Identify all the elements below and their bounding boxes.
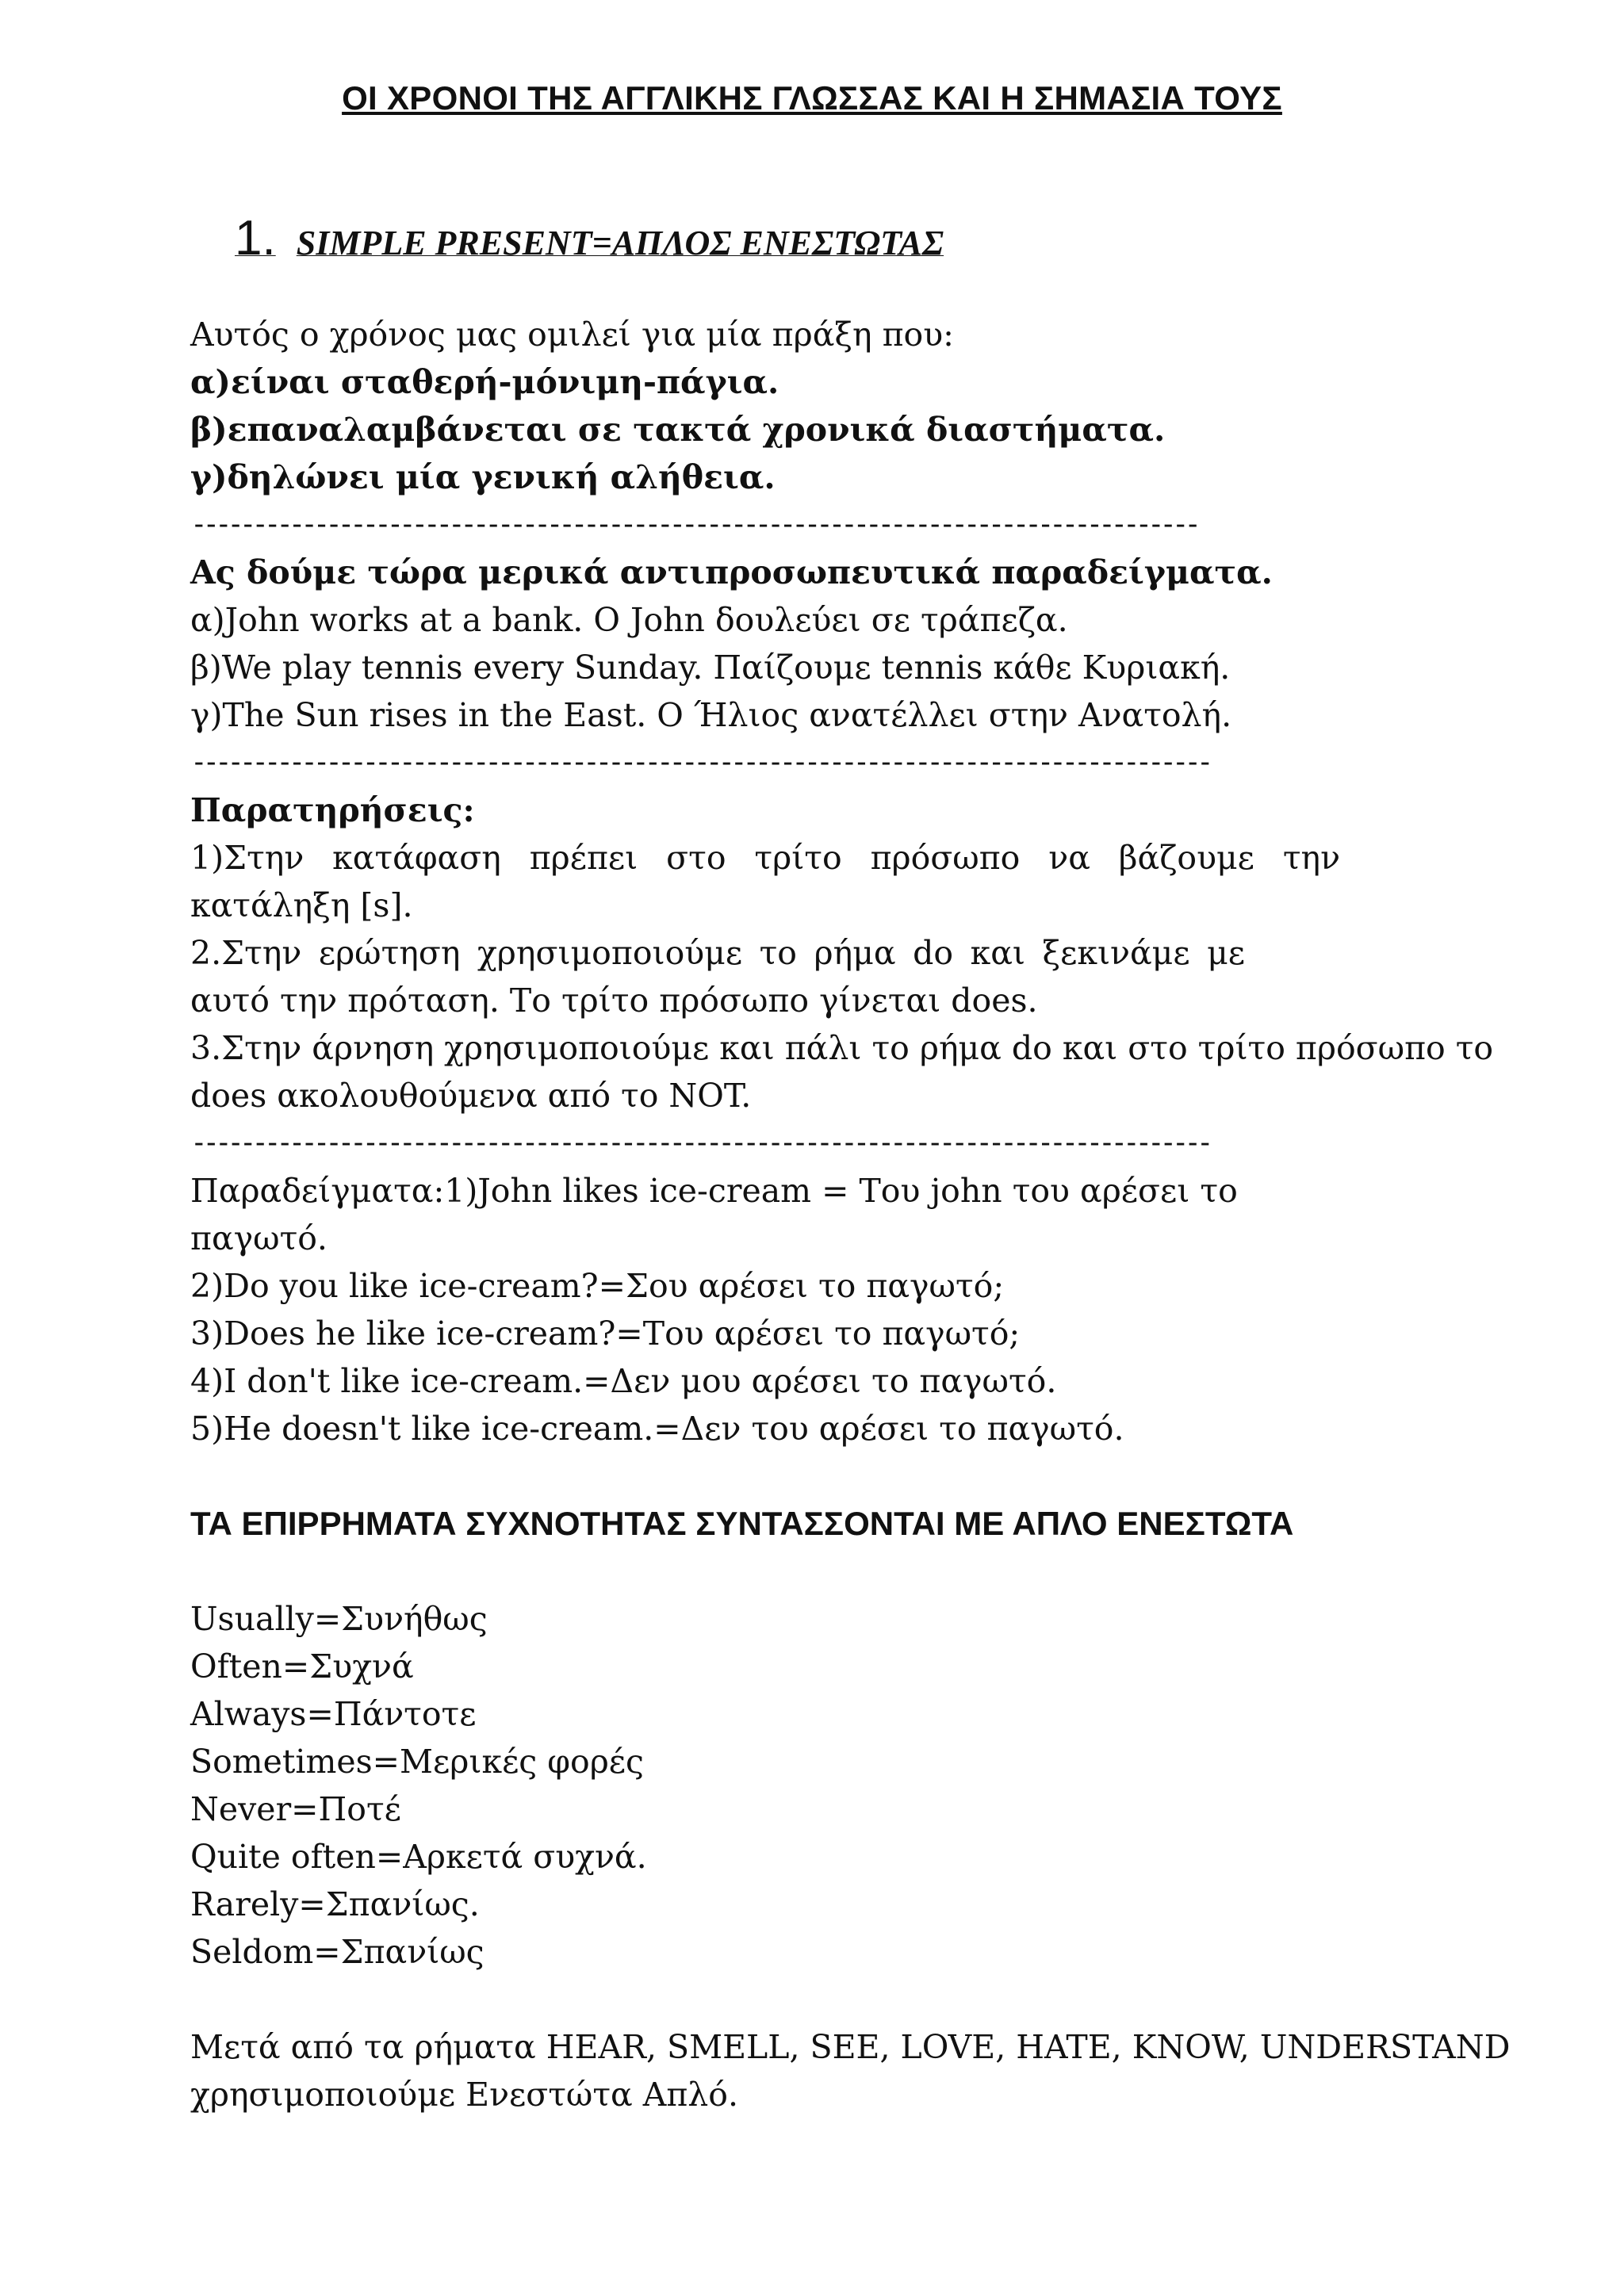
adverb-item: Always=Πάντοτε (190, 1695, 477, 1733)
sample-line-3: 3)Does he like ice-cream?=Του αρέσει το παγωτό; (190, 1314, 1021, 1353)
verbs-note-line-1: Μετά από τα ρήματα HEAR, SMELL, SEE, LOVE, HATE, KNOW, UNDERSTAND (190, 2028, 1511, 2066)
section-heading-simple-present (190, 210, 944, 266)
adverb-item: Sometimes=Μερικές φορές (190, 1743, 644, 1781)
example-item-b: β)We play tennis every Sunday. Παίζουμε tennis κάθε Κυριακή. (190, 649, 1231, 687)
adverbs-heading: ΤΑ ΕΠΙΡΡΗΜΑΤΑ ΣΥΧΝΟΤΗΤΑΣ ΣΥΝΤΑΣΣΟΝΤΑΙ ΜΕ ΑΠΛΟ ΕΝΕΣΤΩΤΑ (190, 1505, 1294, 1542)
sample-line-2: 2)Do you like ice-cream?=Σου αρέσει το παγωτό; (190, 1267, 1005, 1305)
intro-point-a: α)είναι σταθερή-μόνιμη-πάγια. (190, 363, 779, 401)
sample-line-4: 4)I don't like ice-cream.=Δεν μου αρέσει το παγωτό. (190, 1362, 1057, 1400)
adverb-item: Often=Συχνά (190, 1647, 414, 1686)
spacer (190, 1548, 1507, 1595)
observation-3-line-2: does ακολουθούμενα από το NOT. (190, 1077, 752, 1115)
sample-line-1-continued: παγωτό. (190, 1219, 327, 1257)
adverb-item: Usually=Συνήθως (190, 1600, 488, 1638)
example-item-a: α)John works at a bank. O John δουλεύει σε τράπεζα. (190, 601, 1068, 639)
section-heading-text: SIMPLE PRESENT=ΑΠΛΟΣ ΕΝΕΣΤΩΤΑΣ (296, 224, 944, 262)
separator-line: ---------------------------------------------------------------------------------- (190, 508, 1197, 541)
document-title: ΟΙ ΧΡΟΝΟΙ ΤΗΣ ΑΓΓΛΙΚΗΣ ΓΛΩΣΣΑΣ ΚΑΙ Η ΣΗΜΑΣΙΑ ΤΟΥΣ (342, 79, 1282, 117)
observation-2-line-1: 2.Στην ερώτηση χρησιμοποιούμε το ρήμα do και ξεκινάμε με (190, 934, 1245, 972)
adverb-item: Quite often=Αρκετά συχνά. (190, 1838, 647, 1876)
document-body (190, 311, 1511, 2118)
adverb-item: Seldom=Σπανίως (190, 1933, 485, 1971)
intro-lead: Αυτός ο χρόνος μας ομιλεί για μία πράξη που: (190, 316, 954, 354)
spacer (190, 1452, 1507, 1500)
section-number: 1. (235, 211, 276, 266)
spacer (190, 1976, 1507, 2023)
observation-1-line-2: κατάληξη [s]. (190, 886, 413, 924)
observations-heading: Παρατηρήσεις: (190, 791, 475, 829)
observation-2-line-2: αυτό την πρόταση. Το τρίτο πρόσωπο γίνεται does. (190, 982, 1038, 1020)
sample-line-1: Παραδείγματα:1)John likes ice-cream = Του john του αρέσει το (190, 1172, 1238, 1210)
adverb-item: Rarely=Σπανίως. (190, 1885, 480, 1923)
intro-point-b: β)επαναλαμβάνεται σε τακτά χρονικά διαστήματα. (190, 411, 1166, 449)
sample-line-5: 5)He doesn't like ice-cream.=Δεν του αρέσει το παγωτό. (190, 1410, 1124, 1448)
intro-point-c: γ)δηλώνει μία γενική αλήθεια. (190, 458, 776, 496)
verbs-note-line-2: χρησιμοποιούμε Ενεστώτα Απλό. (190, 2076, 738, 2114)
observation-3-line-1: 3.Στην άρνηση χρησιμοποιούμε και πάλι το ρήμα do και στο τρίτο πρόσωπο το (190, 1029, 1494, 1067)
separator-line: ----------------------------------------------------------------------------------- (190, 746, 1209, 779)
observation-1-line-1: 1)Στην κατάφαση πρέπει στο τρίτο πρόσωπο να βάζουμε την (190, 839, 1340, 877)
separator-line: ----------------------------------------------------------------------------------- (190, 1127, 1209, 1159)
adverb-item: Never=Ποτέ (190, 1790, 401, 1828)
example-item-c: γ)The Sun rises in the East. Ο Ήλιος ανατέλλει στην Ανατολή. (190, 696, 1232, 734)
examples-heading: Ας δούμε τώρα μερικά αντιπροσωπευτικά παραδείγματα. (190, 553, 1273, 591)
